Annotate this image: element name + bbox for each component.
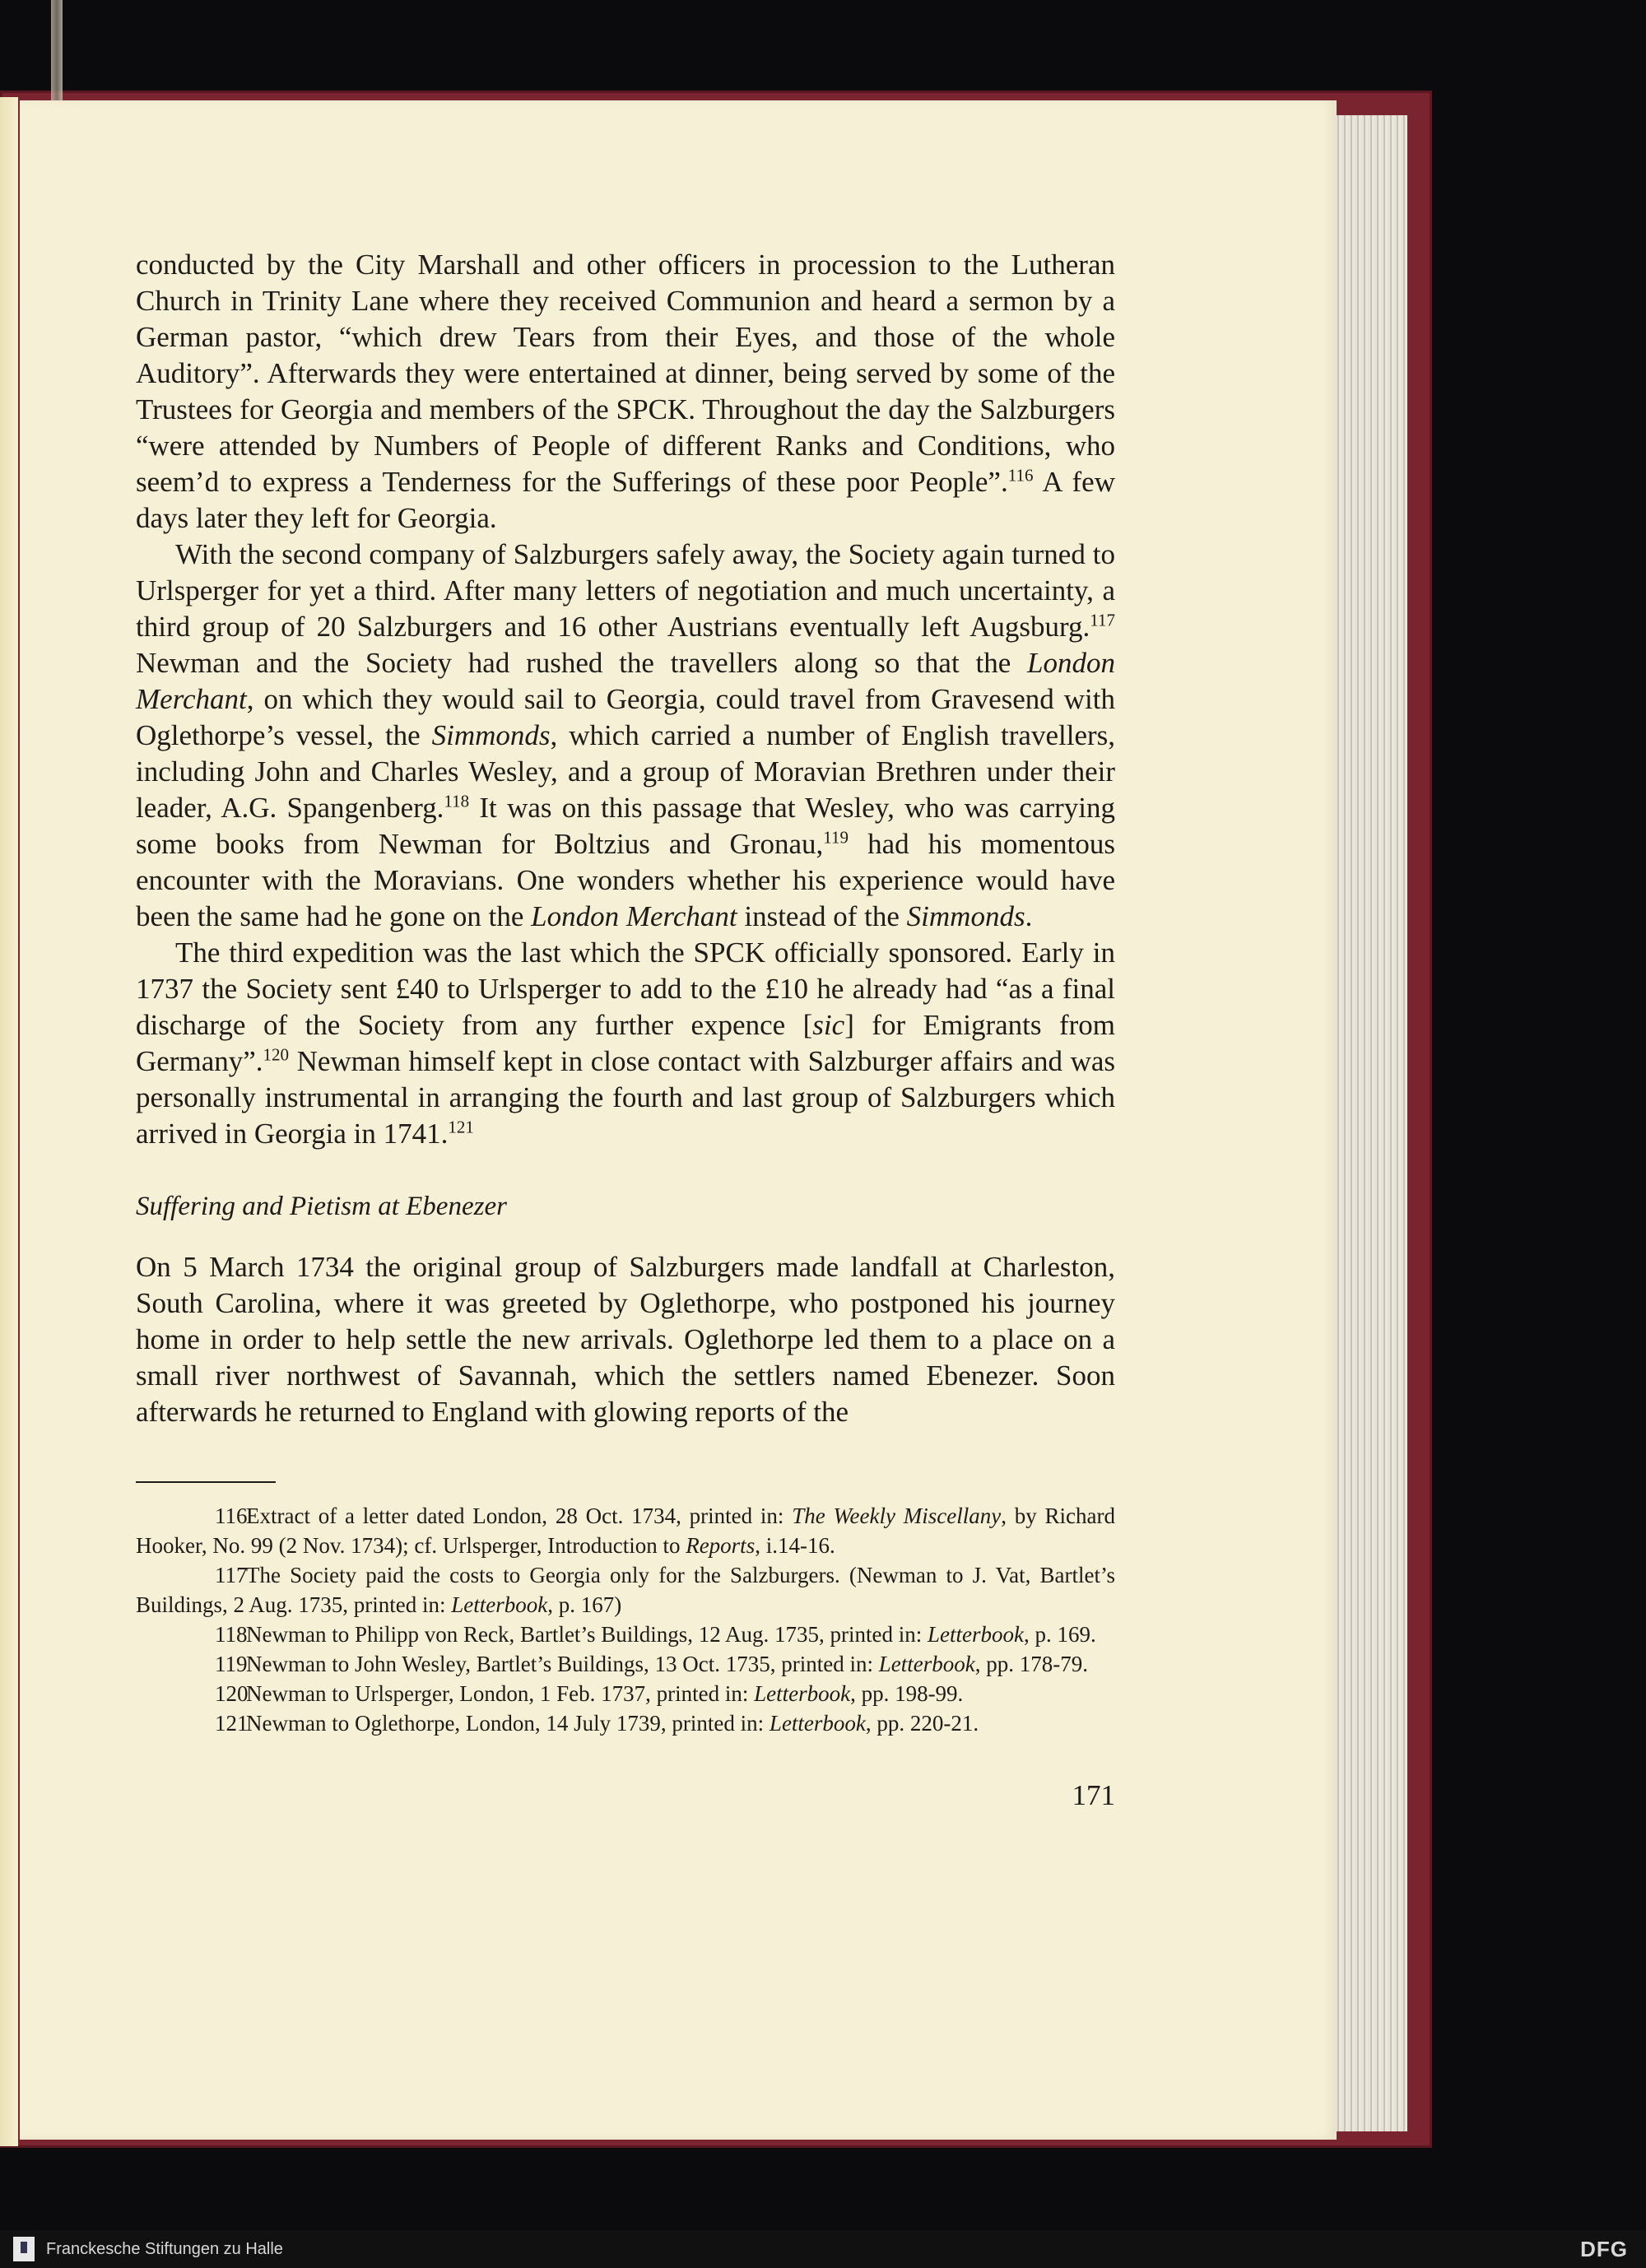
viewer-footer-bar bbox=[0, 2230, 1646, 2268]
footnote-119: 119Newman to John Wesley, Bartlet’s Buildings, 13 Oct. 1735, printed in: Letterbook, pp. 178-79. bbox=[215, 1652, 1088, 1676]
section-paragraph: On 5 March 1734 the original group of Salzburgers made landfall at Charleston, South Carolina, where it was greeted by Oglethorpe, who postponed his journey home in order to help settle the new arrivals. Oglethorpe led them to a place on a small river northwest of Savannah, which the settlers named Ebenezer. Soon afterwards he returned to England with glowing reports of the bbox=[136, 1251, 1115, 1428]
left-page-edge bbox=[0, 97, 18, 2146]
page-text-block bbox=[136, 247, 1115, 1814]
institution-name: Franckesche Stiftungen zu Halle bbox=[46, 2240, 283, 2258]
footnote-121: 121Newman to Oglethorpe, London, 14 July 1739, printed in: Letterbook, pp. 220-21. bbox=[215, 1711, 979, 1736]
footnote-120: 120Newman to Urlsperger, London, 1 Feb. 1737, printed in: Letterbook, pp. 198-99. bbox=[215, 1681, 964, 1706]
footnote-117: 117The Society paid the costs to Georgia only for the Salzburgers. (Newman to J. Vat, Bartlet’s Buildings, 2 Aug. 1735, printed in: Letterbook, p. 167) bbox=[136, 1563, 1115, 1617]
dfg-logo: DFG bbox=[1580, 2237, 1628, 2261]
paragraph-2: With the second company of Salzburgers safely away, the Society again turned to Urlsperger for yet a third. After many letters of negotiation and much uncertainty, a third group of 20 Salzburgers and 16 other Austrians eventually left Augsburg.$^{117}$ Newman and the Society had rushed the travellers along so that the London Merchant, on which they would sail to Georgia, could travel from Gravesend with Oglethorpe’s vessel, the Simmonds, which carried a number of English travellers, including John and Charles Wesley, and a group of Moravian Brethren under their leader, A.G. Spangenberg.$^{118}$ It was on this passage that Wesley, who was carrying some books from Newman for Boltzius and Gronau,$^{119}$ had his momentous encounter with the Moravians. One wonders whether his experience would have been the same had he gone on the London Merchant instead of the Simmonds. bbox=[136, 538, 1115, 932]
page-number: 171 bbox=[1072, 1779, 1115, 1811]
institution-logo-icon bbox=[13, 2237, 35, 2261]
paragraph-1: conducted by the City Marshall and other officers in procession to the Lutheran Church in Trinity Lane where they received Communion and heard a sermon by a German pastor, “which drew Tears from their Eyes, and those of the whole Auditory”. Afterwards they were entertained at dinner, being served by some of the Trustees for Georgia and members of the SPCK. Throughout the day the Salzburgers “were attended by Numbers of People of different Ranks and Conditions, who seem’d to express a Tenderness for the Sufferings of these poor People”.$^{116}$ A few days later they left for Georgia. bbox=[136, 249, 1115, 534]
footnote-118: 118Newman to Philipp von Reck, Bartlet’s Buildings, 12 Aug. 1735, printed in: Letterbook, p. 169. bbox=[215, 1622, 1096, 1647]
footnote-rule bbox=[136, 1481, 276, 1483]
section-heading: Suffering and Pietism at Ebenezer bbox=[136, 1192, 507, 1221]
bookmark-thread bbox=[51, 0, 63, 111]
paragraph-3: The third expedition was the last which the SPCK officially sponsored. Early in 1737 the Society sent £40 to Urlsperger to add to the £10 he already had “as a final discharge of the Society from any further expence [sic] for Emigrants from Germany”.$^{120}$ Newman himself kept in close contact with Salzburger affairs and was personally instrumental in arranging the fourth and last group of Salzburgers which arrived in Georgia in 1741.$^{121}$ bbox=[136, 936, 1115, 1150]
footnote-116: 116Extract of a letter dated London, 28 Oct. 1734, printed in: The Weekly Miscellany, by Richard Hooker, No. 99 (2 Nov. 1734); cf. Urlsperger, Introduction to Reports, i.14-16. bbox=[136, 1503, 1115, 1558]
